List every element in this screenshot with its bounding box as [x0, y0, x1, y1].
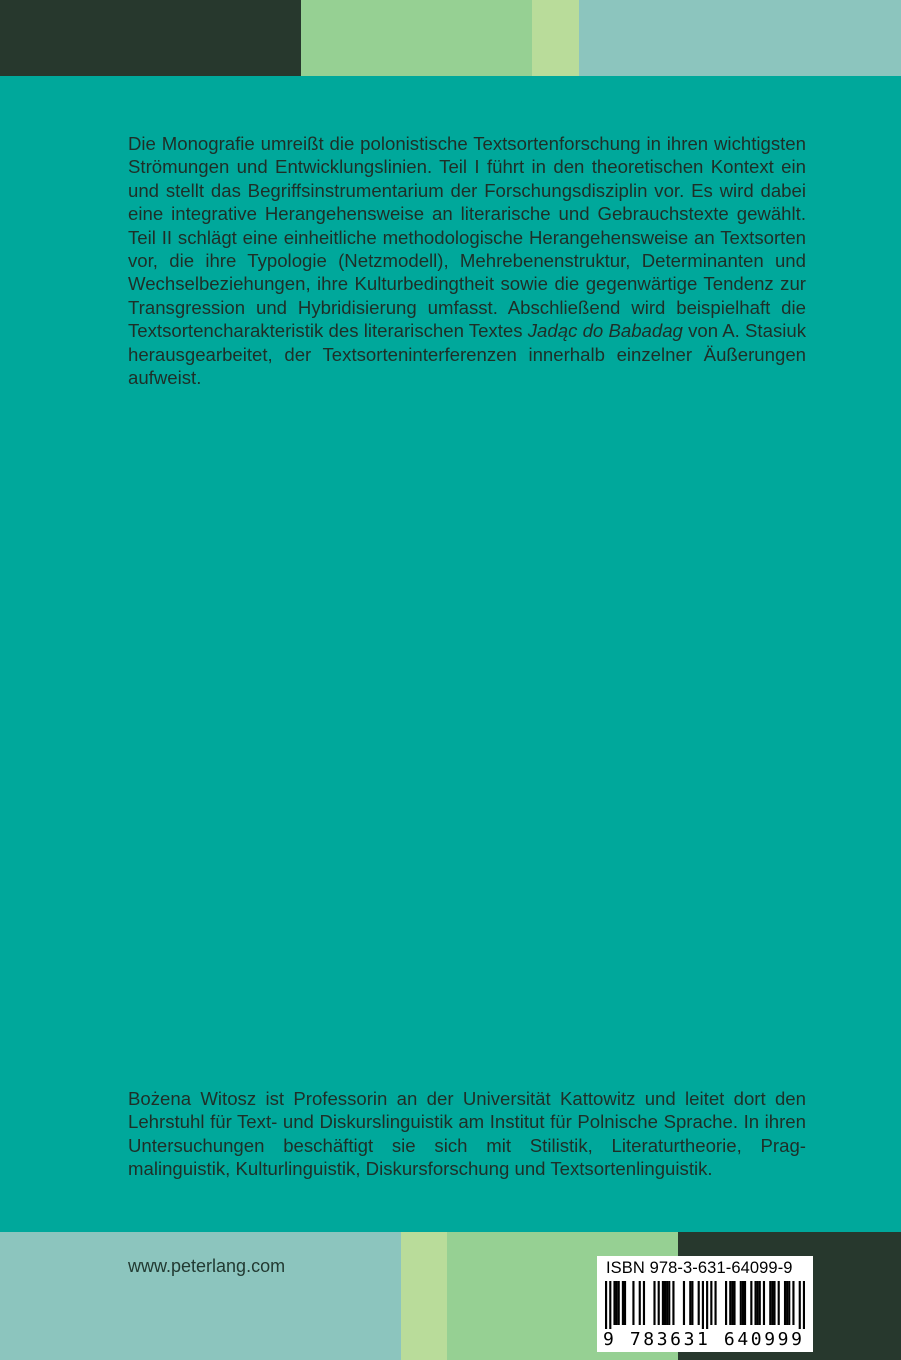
barcode-bar [733, 1281, 735, 1325]
barcode-bar [618, 1281, 620, 1325]
barcode-bar [757, 1281, 759, 1325]
barcode-bar [710, 1281, 712, 1325]
barcode-bar [658, 1281, 660, 1325]
barcode-bar [662, 1281, 664, 1325]
barcode-bar [788, 1281, 790, 1325]
barcode-bar [653, 1281, 655, 1325]
barcode-bar [706, 1281, 708, 1329]
barcode-bar [702, 1281, 704, 1329]
barcode-bar [605, 1281, 607, 1329]
barcode-bar [613, 1281, 615, 1325]
barcode-bar [632, 1281, 634, 1325]
barcode-bar [689, 1281, 691, 1325]
barcode-bar [668, 1281, 670, 1325]
barcode-bar [731, 1281, 733, 1325]
barcode-bar [792, 1281, 794, 1325]
barcode-bar [609, 1281, 611, 1329]
barcode-bar [672, 1281, 674, 1325]
barcode-bar [786, 1281, 788, 1325]
barcode-bar [691, 1281, 693, 1325]
barcode-bar [799, 1281, 801, 1329]
author-biography [128, 1087, 806, 1181]
barcode-bar [725, 1281, 727, 1325]
barcode-bar [624, 1281, 626, 1325]
barcode-bar [742, 1281, 744, 1325]
bottom-band-bluegrey-segment [0, 1232, 401, 1360]
top-color-band [0, 0, 901, 76]
barcode-bar [750, 1281, 752, 1325]
barcode-bar [778, 1281, 780, 1325]
barcode-bar [616, 1281, 618, 1325]
top-band-pale-segment [532, 0, 579, 76]
barcode-bar [740, 1281, 742, 1325]
top-band-bluegrey-segment [579, 0, 901, 76]
description-text-part2: von A. Stasiuk herausgearbeitet, der Textsorteninterferenzen innerhalb einzelner Äußerungen aufweist. [128, 320, 807, 389]
bottom-band-pale-segment [401, 1232, 447, 1360]
author-bio-text: Bożena Witosz ist Professorin an der Universität Kattowitz und leitet dort den Lehrstuhl für Text- und Diskurslinguistik am Institut für Polnische Sprache. In ihren Untersuchungen beschäftigt sie sich mit Stilistik, Literaturtheorie, Pragmalinguistik, Kulturlinguistik, Diskursforschung und Textsortenlinguistik. [128, 1088, 806, 1180]
barcode-bar [639, 1281, 641, 1325]
barcode-bar [803, 1281, 805, 1329]
description-text-part1: Die Monografie umreißt die polonistische Textsortenforschung in ihren wichtigsten Strömungen und Entwicklungslinien. Teil I führt in den theoretischen Kontext ein und stellt das Begriffsinstrumentarium der Forschungsdisziplin vor. Es wird dabei eine integrative Herangehensweise an literarische und Gebrauchstexte gewählt. Teil II schlägt eine einheitliche methodologische Herangehensweise an Textsorten vor, die ihre Typologie (Netzmodell), Mehrebenenstruktur, Determinanten und Wechselbeziehungen, ihre Kulturbedingtheit sowie die gegenwärtige Tendenz zur Transgression und Hybridisierung umfasst. Abschließend wird beispielhaft die Textsortencharakteristik des literarischen Textes [128, 133, 806, 342]
barcode-digits: 9 783631 640999 [603, 1329, 805, 1350]
barcode-bar [769, 1281, 771, 1325]
barcode-graphic [605, 1281, 805, 1329]
isbn-label: ISBN 978-3-631-64099-9 [606, 1259, 793, 1277]
barcode-bar [744, 1281, 746, 1325]
publisher-website: www.peterlang.com [128, 1256, 286, 1276]
book-description [128, 132, 806, 389]
barcode-bar [784, 1281, 786, 1325]
barcode-bar [714, 1281, 716, 1325]
barcode-bar [771, 1281, 773, 1325]
description-book-title: Jadąc do Babadag [527, 320, 683, 342]
barcode-bar [729, 1281, 731, 1325]
barcode-bar [763, 1281, 765, 1325]
barcode-bar [666, 1281, 668, 1325]
barcode-bar [643, 1281, 645, 1325]
barcode-bar [759, 1281, 761, 1325]
barcode-bar [664, 1281, 666, 1325]
barcode-bar [773, 1281, 775, 1325]
barcode-bar [683, 1281, 685, 1325]
top-band-dark-segment [0, 0, 301, 76]
isbn-barcode-box [597, 1256, 813, 1352]
barcode-bar [754, 1281, 756, 1325]
top-band-green-segment [301, 0, 532, 76]
barcode-bar [622, 1281, 624, 1325]
barcode-bar [698, 1281, 700, 1325]
